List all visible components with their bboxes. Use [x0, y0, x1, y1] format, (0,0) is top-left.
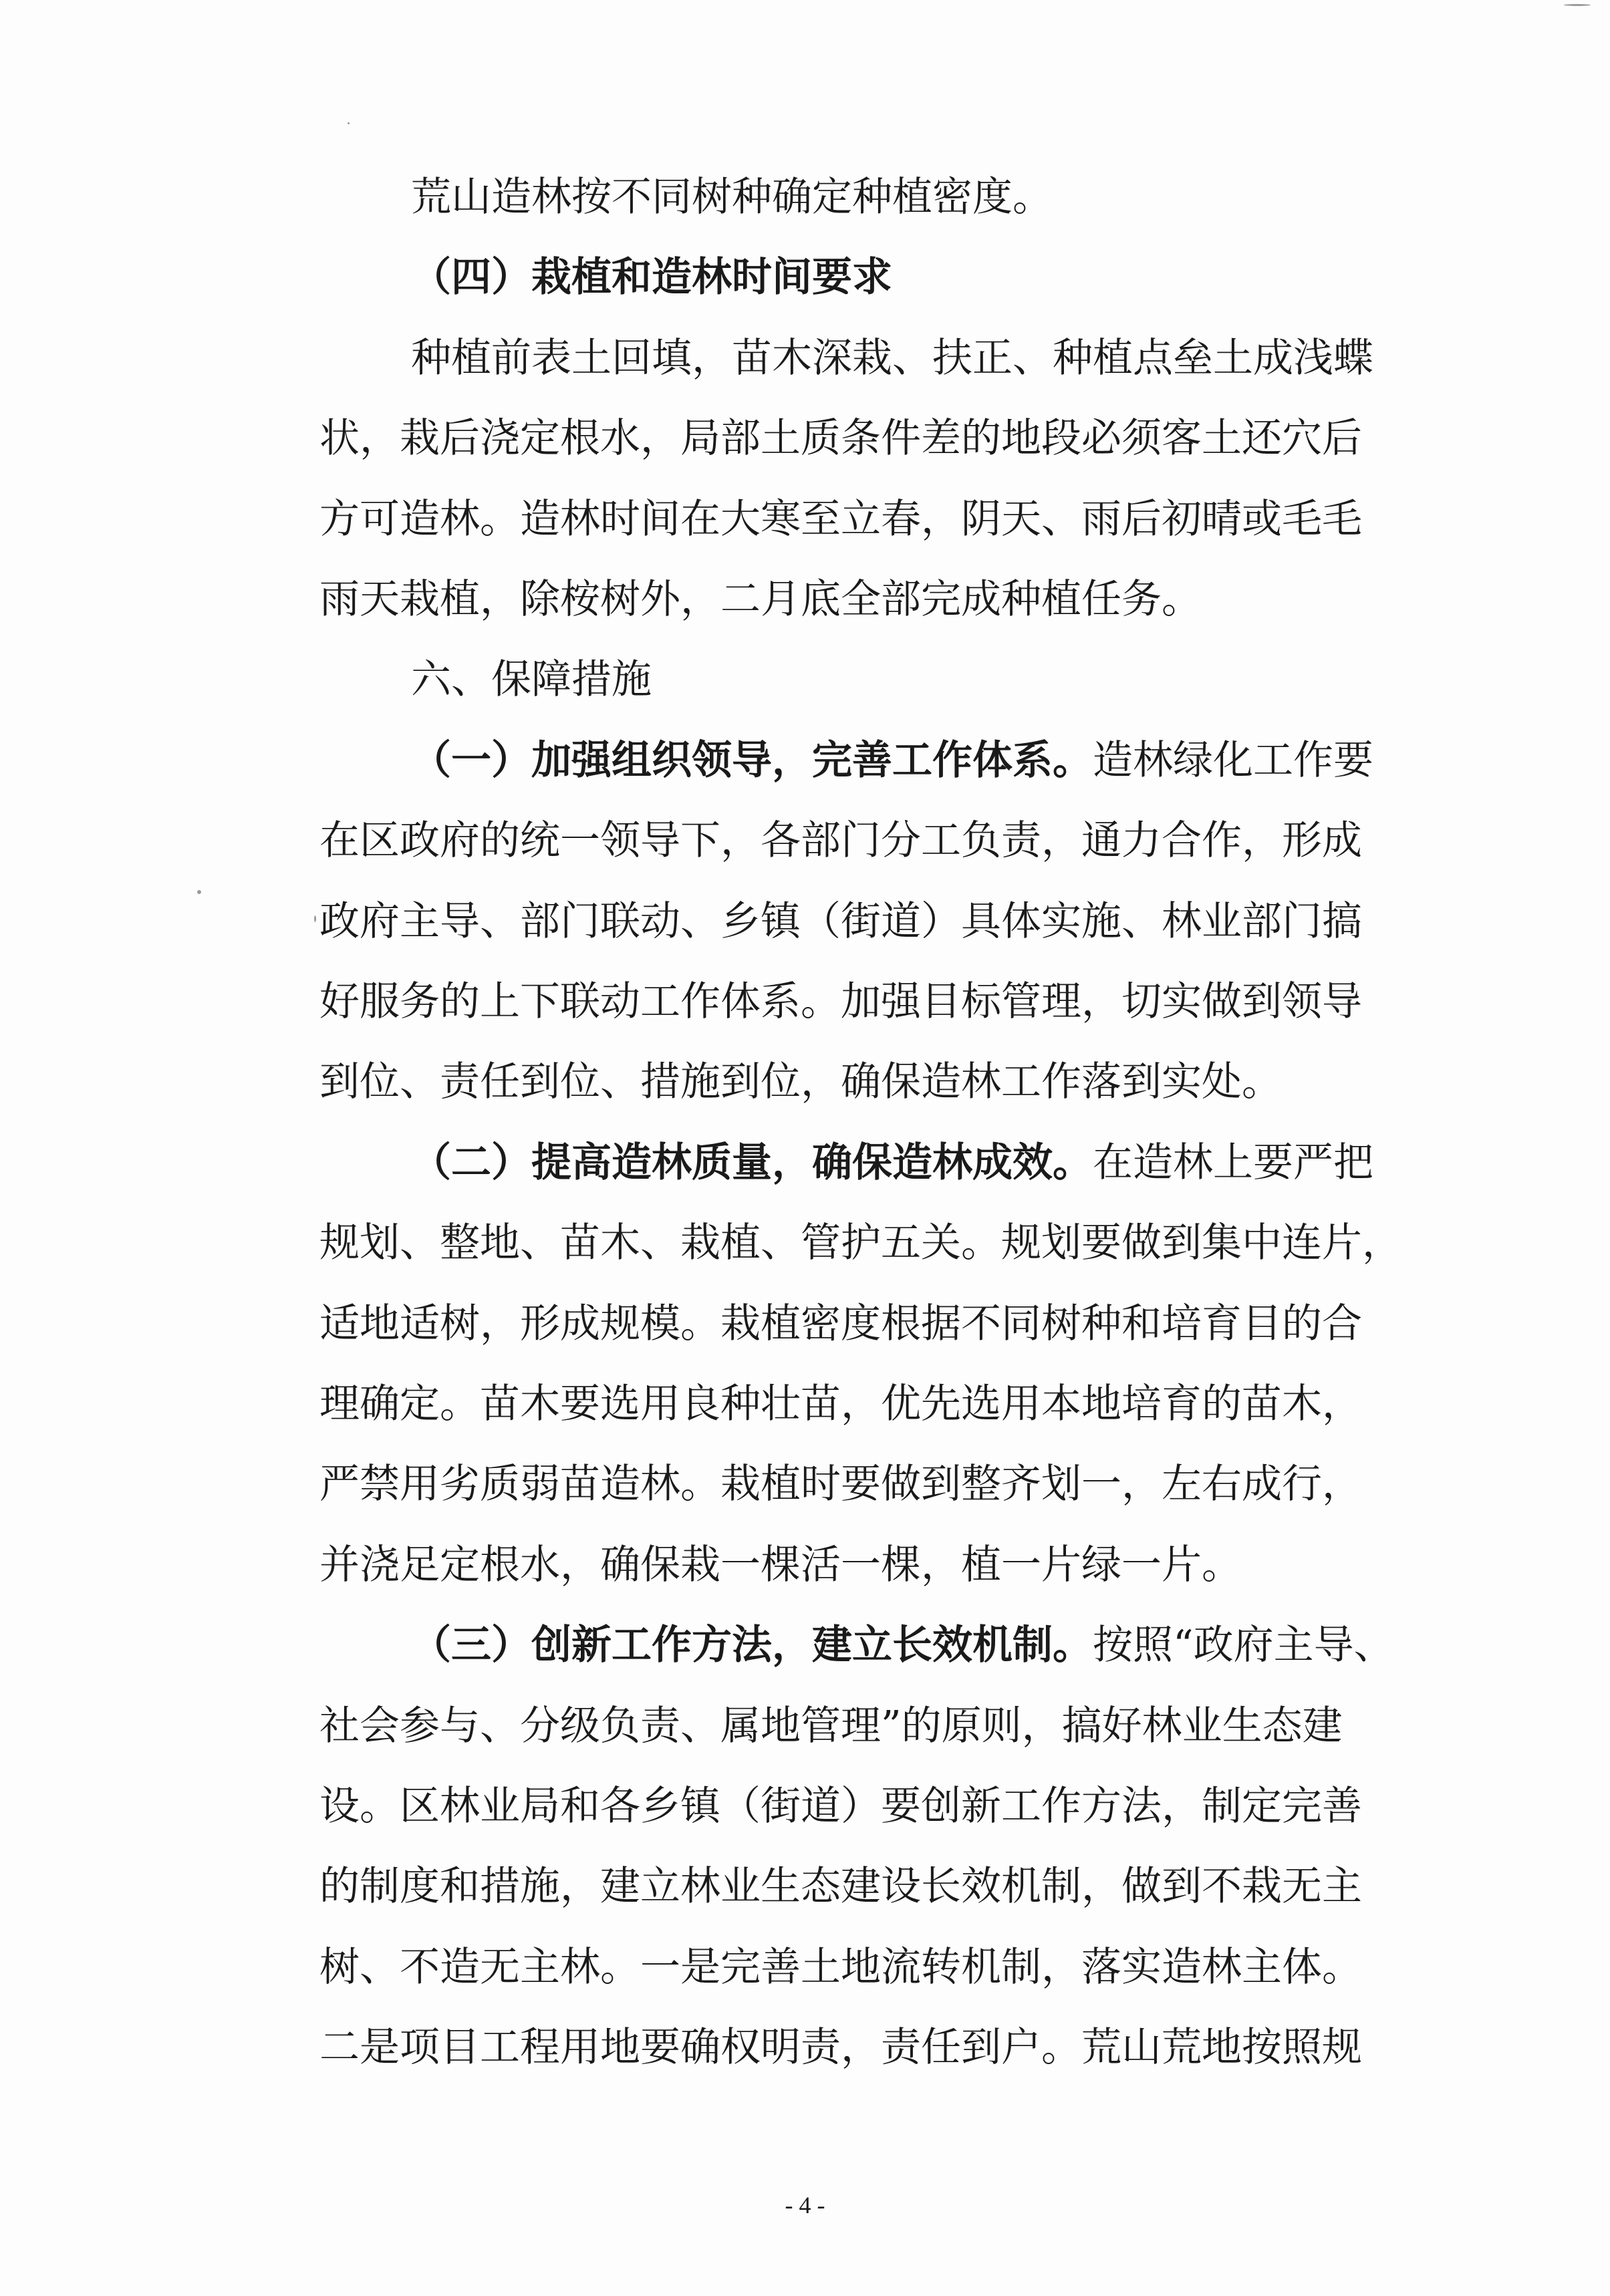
scan-speck — [314, 915, 316, 922]
text-line — [0, 1203, 1610, 1283]
line-text: 理确定。苗木要选用良种壮苗，优先选用本地培育的苗木， — [319, 1381, 1362, 1427]
line-text: 荒山造林按不同树种确定种植密度。 — [411, 174, 1053, 221]
line-text: 造林绿化工作要 — [1093, 737, 1373, 784]
line-text: 树、不造无主林。一是完善土地流转机制，落实造林主体。 — [319, 1944, 1362, 1991]
text-line — [0, 1846, 1610, 1926]
text-line — [0, 1364, 1610, 1444]
text-line — [0, 479, 1610, 559]
scan-speck — [1564, 4, 1591, 6]
text-line — [0, 962, 1610, 1042]
line-text: 严禁用劣质弱苗造林。栽植时要做到整齐划一，左右成行， — [319, 1461, 1362, 1508]
text-line — [0, 318, 1610, 398]
text-line — [0, 1686, 1610, 1766]
text-line — [0, 1123, 1610, 1203]
subheading: （二）提高造林质量，确保造林成效。 — [411, 1139, 1093, 1186]
line-text: 并浇足定根水，确保栽一棵活一棵，植一片绿一片。 — [319, 1542, 1242, 1588]
scan-speck — [197, 890, 201, 894]
line-text: 政府主导、部门联动、乡镇（街道）具体实施、林业部门搞 — [319, 898, 1362, 945]
text-line — [0, 1927, 1610, 2007]
line-text: 适地适树，形成规模。栽植密度根据不同树种和培育目的合 — [319, 1300, 1362, 1347]
text-line — [0, 1284, 1610, 1364]
line-text: 按照“政府主导、 — [1093, 1622, 1394, 1669]
line-text: 二是项目工程用地要确权明责，责任到户。荒山荒地按照规 — [319, 2024, 1362, 2071]
section-heading: 六、保障措施 — [411, 656, 652, 703]
line-text: 的制度和措施，建立林业生态建设长效机制，做到不栽无主 — [319, 1863, 1362, 1910]
line-text: 好服务的上下联动工作体系。加强目标管理，切实做到领导 — [319, 978, 1362, 1025]
text-line — [0, 881, 1610, 962]
text-line — [0, 1525, 1610, 1605]
subheading: （一）加强组织领导，完善工作体系。 — [411, 737, 1093, 784]
text-line — [0, 1766, 1610, 1846]
line-text: 状，栽后浇定根水，局部土质条件差的地段必须客土还穴后 — [319, 415, 1362, 462]
text-line — [0, 559, 1610, 639]
text-line — [0, 157, 1610, 237]
line-text: 设。区林业局和各乡镇（街道）要创新工作方法，制定完善 — [319, 1783, 1362, 1830]
text-line — [0, 720, 1610, 801]
page-number: - 4 - — [785, 2192, 825, 2218]
text-line — [0, 2007, 1610, 2088]
line-text: 在区政府的统一领导下，各部门分工负责，通力合作，形成 — [319, 817, 1362, 864]
line-text: 方可造林。造林时间在大寒至立春，阴天、雨后初晴或毛毛 — [319, 496, 1362, 543]
line-text: 种植前表土回填，苗木深栽、扶正、种植点垒土成浅蝶 — [411, 335, 1373, 382]
subheading: （四）栽植和造林时间要求 — [411, 254, 892, 301]
line-text: 雨天栽植，除桉树外，二月底全部完成种植任务。 — [319, 576, 1202, 623]
text-line — [0, 1605, 1610, 1685]
subheading: （三）创新工作方法，建立长效机制。 — [411, 1622, 1093, 1669]
text-line — [0, 1042, 1610, 1122]
text-line — [0, 237, 1610, 317]
line-text: 到位、责任到位、措施到位，确保造林工作落到实处。 — [319, 1058, 1282, 1105]
text-line — [0, 1444, 1610, 1524]
text-line — [0, 639, 1610, 720]
line-text: 在造林上要严把 — [1093, 1139, 1373, 1186]
line-text: 社会参与、分级负责、属地管理”的原则，搞好林业生态建 — [319, 1703, 1343, 1749]
text-line — [0, 801, 1610, 881]
scan-speck — [348, 122, 350, 124]
text-line — [0, 398, 1610, 478]
line-text: 规划、整地、苗木、栽植、管护五关。规划要做到集中连片， — [319, 1219, 1402, 1266]
